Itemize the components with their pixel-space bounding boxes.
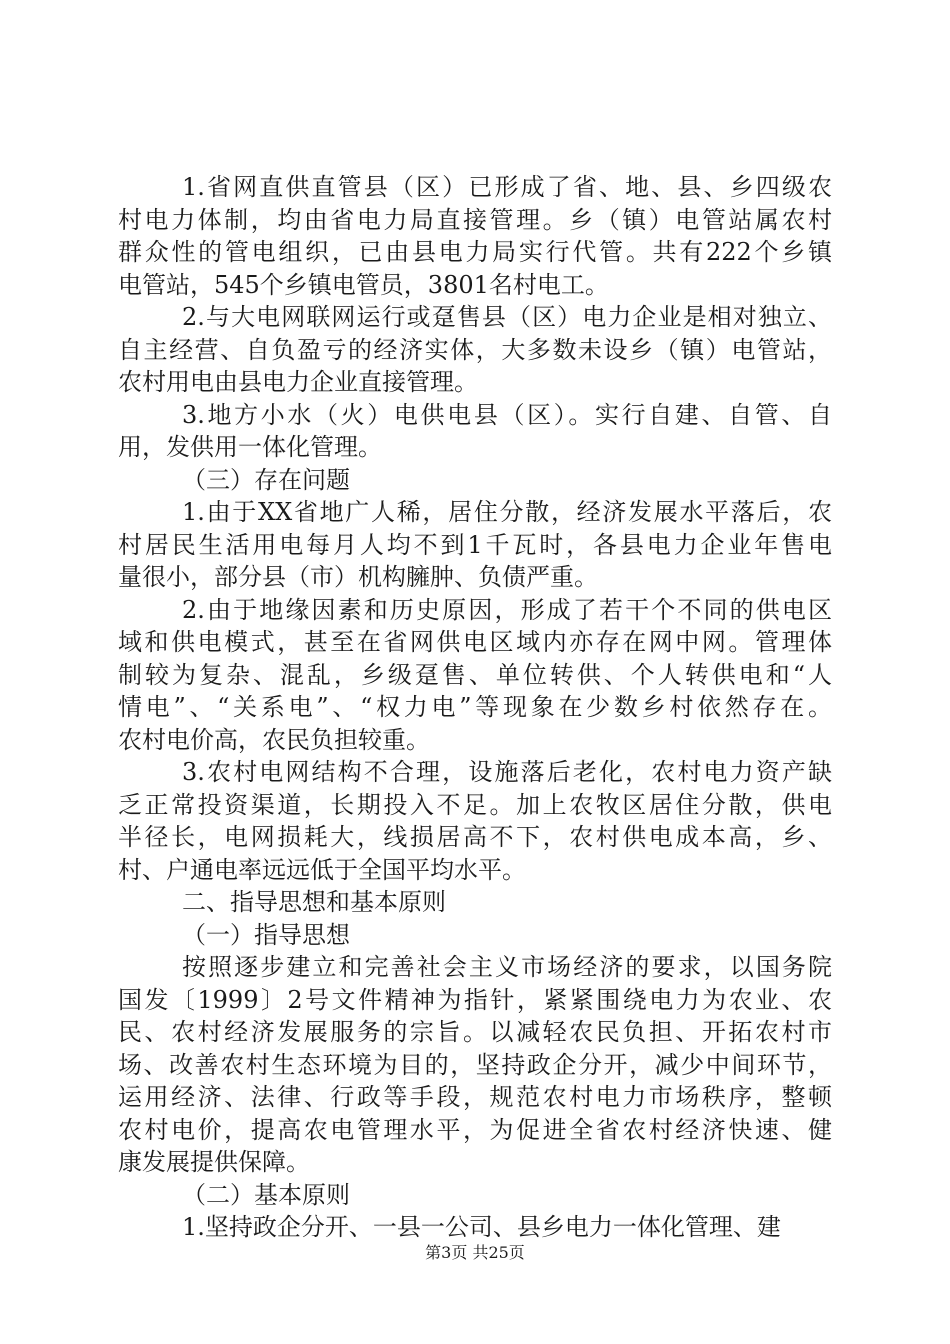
paragraph — [118, 951, 832, 1179]
text-line: 农村电价，提高农电管理水平，为促进全省农村经济快速、健 — [118, 1115, 832, 1144]
paragraph — [118, 1179, 832, 1212]
text-line: 用，发供用一体化管理。 — [118, 433, 382, 461]
text-line: 1.坚持政企分开、一县一公司、县乡电力一体化管理、建 — [182, 1213, 781, 1241]
text-line: 二、指导思想和基本原则 — [182, 888, 446, 916]
text-line: 1.省网直供直管县（区）已形成了省、地、县、乡四级农 — [182, 173, 832, 201]
text-line: 村电力体制，均由省电力局直接管理。乡（镇）电管站属农村 — [118, 205, 832, 234]
paragraph — [118, 756, 832, 886]
paragraph — [118, 886, 832, 919]
text-line: （二）基本原则 — [182, 1180, 350, 1209]
paragraph — [118, 919, 832, 952]
text-line: 2.与大电网联网运行或趸售县（区）电力企业是相对独立、 — [182, 303, 832, 331]
text-line: 制较为复杂、混乱，乡级趸售、单位转供、个人转供电和“人 — [118, 660, 832, 689]
text-line: 自主经营、自负盈亏的经济实体，大多数未设乡（镇）电管站， — [118, 335, 832, 364]
paragraph — [118, 1211, 832, 1244]
text-line: 康发展提供保障。 — [118, 1148, 310, 1176]
text-line: 3.农村电网结构不合理，设施落后老化，农村电力资产缺 — [182, 758, 832, 786]
text-line: 情电”、“关系电”、“权力电”等现象在少数乡村依然存在。 — [118, 693, 832, 721]
text-line: 农村电价高，农民负担较重。 — [118, 725, 430, 754]
text-line: 域和供电模式，甚至在省网供电区域内亦存在网中网。管理体 — [118, 628, 832, 656]
text-line: 群众性的管电组织，已由县电力局实行代管。共有222个乡镇 — [118, 238, 832, 266]
text-line: 国发〔1999〕2号文件精神为指针，紧紧围绕电力为农业、农 — [118, 985, 832, 1014]
text-line: 1.由于XX省地广人稀，居住分散，经济发展水平落后，农 — [182, 498, 832, 526]
paragraph — [118, 496, 832, 594]
text-line: 场、改善农村生态环境为目的，坚持政企分开，减少中间环节， — [118, 1050, 832, 1079]
text-line: 村居民生活用电每月人均不到1千瓦时，各县电力企业年售电 — [118, 530, 832, 559]
text-line: 3.地方小水（火）电供电县（区）。实行自建、自管、自 — [182, 400, 832, 429]
text-line: 运用经济、法律、行政等手段，规范农村电力市场秩序，整顿 — [118, 1083, 832, 1111]
paragraph — [118, 464, 832, 497]
paragraph — [118, 171, 832, 301]
text-line: 半径长，电网损耗大，线损居高不下，农村供电成本高，乡、 — [118, 823, 832, 851]
text-line: 量很小，部分县（市）机构臃肿、负债严重。 — [118, 563, 598, 591]
text-line: （三）存在问题 — [182, 465, 350, 494]
paragraph — [118, 594, 832, 757]
text-line: 民、农村经济发展服务的宗旨。以减轻农民负担、开拓农村市 — [118, 1018, 832, 1046]
text-line: 电管站，545个乡镇电管员，3801名村电工。 — [118, 270, 609, 299]
text-line: 按照逐步建立和完善社会主义市场经济的要求，以国务院 — [182, 953, 832, 981]
text-line: 2.由于地缘因素和历史原因，形成了若干个不同的供电区 — [182, 595, 832, 624]
paragraph — [118, 399, 832, 464]
page-footer: 第3页 共25页 — [425, 1243, 525, 1262]
text-line: （一）指导思想 — [182, 920, 350, 949]
text-line: 农村用电由县电力企业直接管理。 — [118, 368, 478, 396]
paragraph — [118, 301, 832, 399]
text-line: 乏正常投资渠道，长期投入不足。加上农牧区居住分散，供电 — [118, 790, 832, 819]
text-line: 村、户通电率远远低于全国平均水平。 — [118, 855, 526, 884]
document-body — [118, 171, 832, 1244]
